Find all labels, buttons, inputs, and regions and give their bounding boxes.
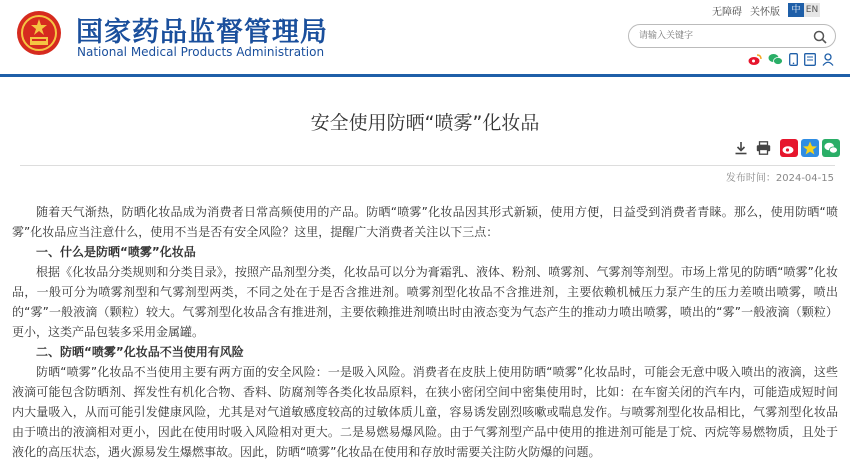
header-divider <box>0 74 850 77</box>
share-wechat-icon[interactable] <box>822 139 840 157</box>
weibo-icon[interactable] <box>748 53 762 66</box>
share-qzone-icon[interactable] <box>801 139 819 157</box>
share-weibo-icon[interactable] <box>780 139 798 157</box>
client-icon[interactable] <box>804 53 816 66</box>
accessibility-link[interactable]: 无障碍 <box>712 6 742 18</box>
site-title-en[interactable]: National Medical Products Administration <box>77 45 325 59</box>
paragraph: 防晒“喷雾”化妆品不当使用主要有两方面的安全风险：一是吸入风险。消费者在皮肤上使用防晒“喷雾”化妆品时，可能会无意中吸入喷出的液滴，这些液滴可能包含防晒剂、挥发性有机化合物、香料、防腐剂等各类化妆品原料，在狭小密闭空间中密集使用时，比如：在车窗关闭的汽车内，可能造成短时间内大量吸入，从而可能引发健康风险，尤其是对气道敏感度较高的过敏体质儿童，容易诱发剧烈咳嗽或喘息发作。与喷雾剂型化妆品相比，气雾剂型化妆品由于喷出的液滴相对更小，因此在使用时吸入风险相对更大。二是易燃易爆风险。由于气雾剂型产品中使用的推进剂可能是丁烷、丙烷等易燃物质，且处于液化的高压状态，遇火源易发生爆燃事故。因此，防晒“喷雾”化妆品在使用和存放时需要关注防火防爆的问题。 <box>12 365 838 459</box>
site-title-cn[interactable]: 国家药品监督管理局 <box>76 17 328 48</box>
section-heading: 二、防晒“喷雾”化妆品不当使用有风险 <box>36 345 244 359</box>
article-title: 安全使用防晒“喷雾”化妆品 <box>310 112 540 134</box>
share-buttons <box>780 139 840 157</box>
care-mode-link[interactable]: 关怀版 <box>750 6 780 18</box>
wechat-icon[interactable] <box>768 53 783 66</box>
paragraph: 随着天气渐热，防晒化妆品成为消费者日常高频使用的产品。防晒“喷雾”化妆品因其形式新颖，使用方便，日益受到消费者青睐。那么，使用防晒“喷雾”化妆品应当注意什么，使用不当是否有安全风险？这里，提醒广大消费者关注以下三点： <box>12 205 838 239</box>
publish-date <box>726 169 834 184</box>
social-links <box>748 53 834 66</box>
search-icon[interactable] <box>813 30 827 44</box>
title-divider <box>20 165 835 166</box>
mobile-icon[interactable] <box>789 53 798 66</box>
download-icon[interactable] <box>734 141 748 155</box>
article-tools <box>734 141 771 155</box>
publish-date-value: 2024-04-15 <box>775 173 834 184</box>
search-input[interactable] <box>639 28 809 44</box>
site-header <box>0 0 850 70</box>
article-body <box>12 202 838 462</box>
lang-en-button[interactable]: EN <box>805 5 819 15</box>
print-icon[interactable] <box>756 141 771 155</box>
language-switch <box>788 3 820 17</box>
section-heading: 一、什么是防晒“喷雾”化妆品 <box>36 245 196 259</box>
search-box <box>628 24 836 48</box>
national-emblem-icon[interactable] <box>16 10 62 56</box>
lang-cn-button[interactable]: 中 <box>788 3 804 17</box>
user-icon[interactable] <box>822 53 834 66</box>
paragraph: 根据《化妆品分类规则和分类目录》，按照产品剂型分类，化妆品可以分为膏霜乳、液体、粉剂、喷雾剂、气雾剂等剂型。市场上常见的防晒“喷雾”化妆品，一般可分为喷雾剂型和气雾剂型两类，不同之处在于是否含推进剂。喷雾剂型化妆品不含推进剂，主要依赖机械压力泵产生的压力差喷出喷雾，喷出的“雾”一般液滴（颗粒）较大。气雾剂型化妆品含有推进剂，主要依赖推进剂喷出时由液态变为气态产生的推动力喷出喷雾，喷出的“雾”一般液滴（颗粒）更小，这类产品包装多采用金属罐。 <box>12 265 838 339</box>
topbar <box>712 2 820 18</box>
publish-date-label: 发布时间： <box>725 173 776 184</box>
